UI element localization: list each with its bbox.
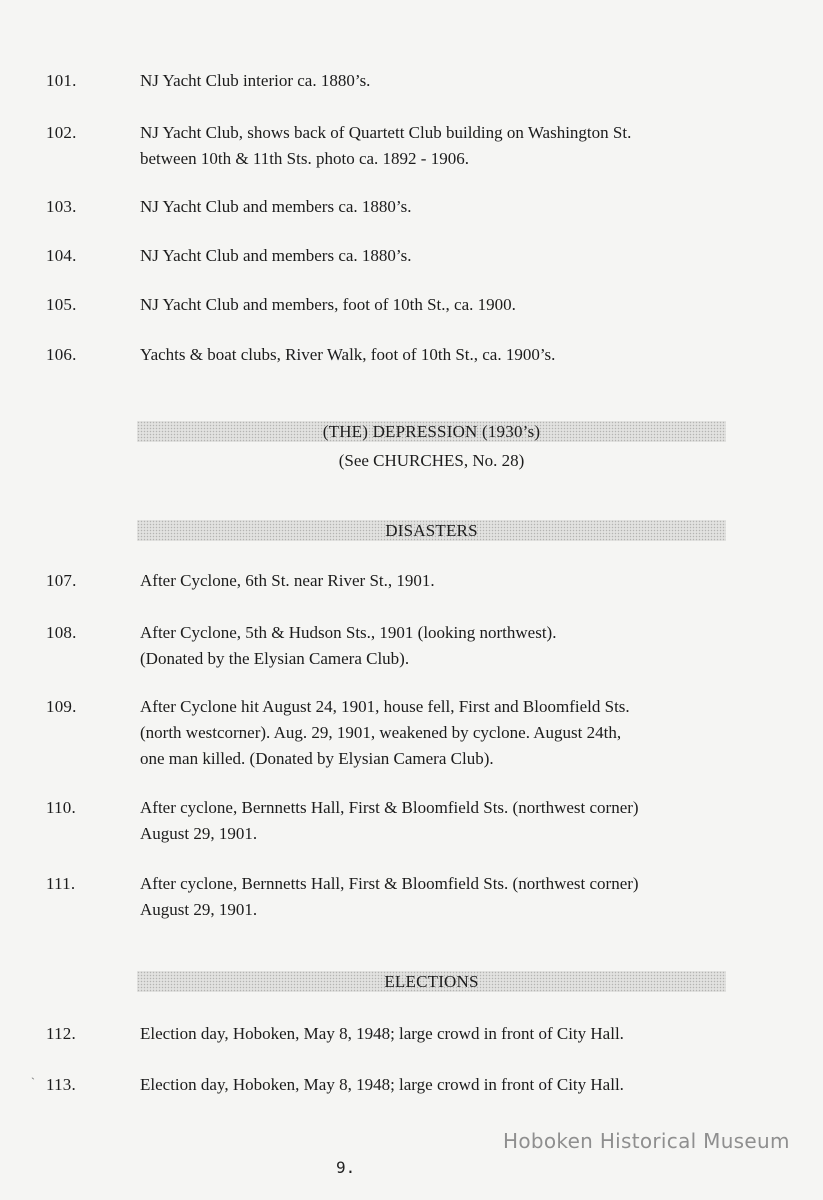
item-number: 109. [46,697,77,716]
item-number: 101. [46,71,77,90]
item-description: (Donated by the Elysian Camera Club). [140,649,410,668]
item-number: 105. [46,295,77,314]
item-description: August 29, 1901. [140,900,258,919]
item-description: Yachts & boat clubs, River Walk, foot of 10th St., ca. 1900’s. [140,345,556,364]
item-description: NJ Yacht Club, shows back of Quartett Club building on Washington St. [140,123,632,142]
section-heading-disasters: DISASTERS [137,520,726,541]
page-number: 9. [336,1158,356,1177]
item-description: NJ Yacht Club and members ca. 1880’s. [140,246,412,265]
watermark: Hoboken Historical Museum [503,1129,790,1153]
item-description: After Cyclone hit August 24, 1901, house fell, First and Bloomfield Sts. [140,697,630,716]
item-number: 107. [46,571,77,590]
item-description: After Cyclone, 5th & Hudson Sts., 1901 (looking northwest). [140,623,557,642]
item-description: between 10th & 11th Sts. photo ca. 1892 - 1906. [140,149,469,168]
item-description: (north westcorner). Aug. 29, 1901, weakened by cyclone. August 24th, [140,723,622,742]
item-description: one man killed. (Donated by Elysian Camera Club). [140,749,494,768]
item-description: After cyclone, Bernnetts Hall, First & Bloomfield Sts. (northwest corner) [140,874,639,893]
item-number: 113. [46,1075,76,1094]
section-cross-reference: (See CHURCHES, No. 28) [338,451,525,470]
item-number: 111. [46,874,76,893]
item-number: 106. [46,345,77,364]
item-description: NJ Yacht Club and members ca. 1880’s. [140,197,412,216]
item-number: 112. [46,1024,76,1043]
item-description: NJ Yacht Club interior ca. 1880’s. [140,71,371,90]
item-number: 104. [46,246,77,265]
item-description: Election day, Hoboken, May 8, 1948; large crowd in front of City Hall. [140,1075,624,1094]
item-description: After Cyclone, 6th St. near River St., 1901. [140,571,435,590]
margin-mark: ` [31,1075,35,1089]
item-number: 108. [46,623,77,642]
item-description: After cyclone, Bernnetts Hall, First & Bloomfield Sts. (northwest corner) [140,798,639,817]
item-number: 103. [46,197,77,216]
item-number: 110. [46,798,76,817]
item-description: Election day, Hoboken, May 8, 1948; large crowd in front of City Hall. [140,1024,624,1043]
item-number: 102. [46,123,77,142]
item-description: August 29, 1901. [140,824,258,843]
item-description: NJ Yacht Club and members, foot of 10th St., ca. 1900. [140,295,516,314]
section-heading-depression: (THE) DEPRESSION (1930’s) [137,421,726,442]
section-heading-elections: ELECTIONS [137,971,726,992]
